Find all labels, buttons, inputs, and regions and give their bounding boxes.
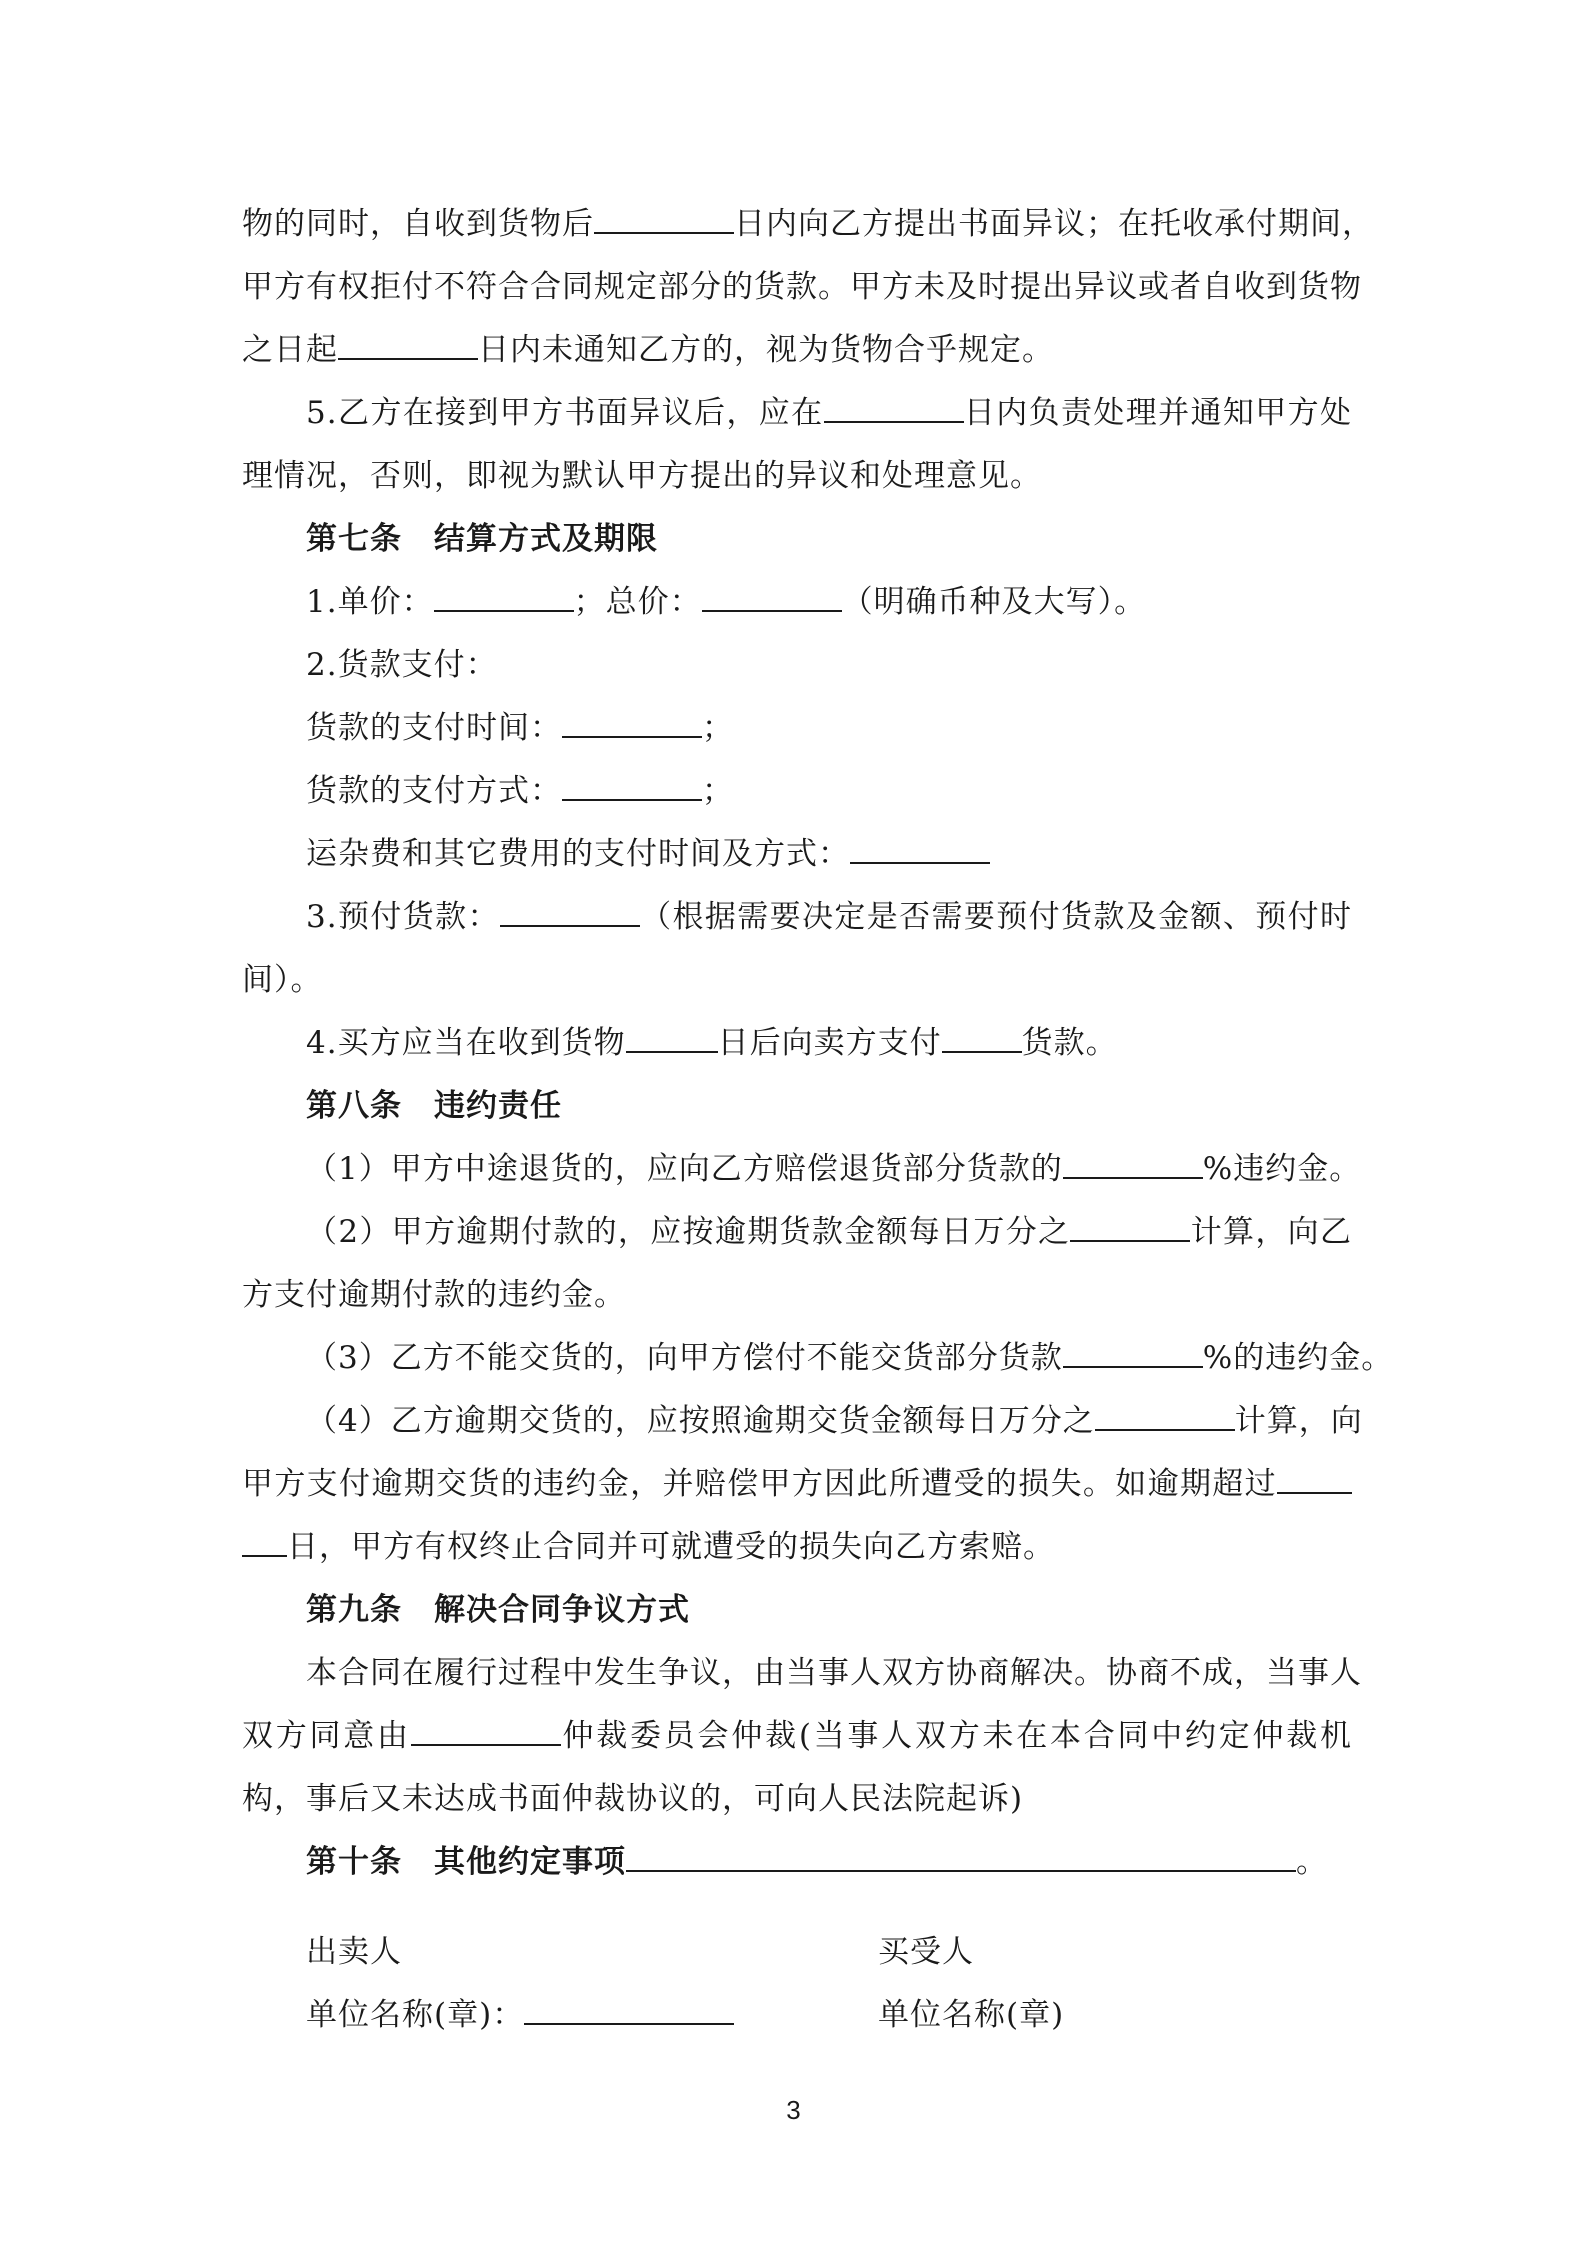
buyer-unit-label: 单位名称(章) xyxy=(878,1997,1065,2033)
paragraph-line: 3.预付货款： （根据需要决定是否需要预付货款及金额、预付时 xyxy=(306,899,1352,935)
blank-field xyxy=(626,1842,1296,1872)
blank-field xyxy=(500,897,640,927)
blank-field xyxy=(242,1527,287,1557)
blank-field xyxy=(338,330,478,360)
paragraph-line: 甲方支付逾期交货的违约金，并赔偿甲方因此所遭受的损失。如逾期超过 xyxy=(242,1464,1352,1504)
blank-field xyxy=(562,708,702,738)
blank-field xyxy=(411,1716,561,1746)
paragraph-line: 货款的支付方式： ； xyxy=(306,773,734,809)
section-heading-9: 第九条 解决合同争议方式 xyxy=(306,1592,690,1628)
blank-field xyxy=(1277,1464,1352,1494)
paragraph-line: 理情况，否则，即视为默认甲方提出的异议和处理意见。 xyxy=(242,458,1042,494)
blank-field xyxy=(1063,1338,1203,1368)
paragraph-line: 运杂费和其它费用的支付时间及方式： xyxy=(306,834,1352,874)
paragraph-line: 本合同在履行过程中发生争议，由当事人双方协商解决。协商不成，当事人 xyxy=(306,1655,1362,1691)
blank-field xyxy=(850,834,990,864)
paragraph-line: 之日起 日内未通知乙方的，视为货物合乎规定。 xyxy=(242,332,1054,368)
paragraph-line: 4.买方应当在收到货物 日后向卖方支付 货款。 xyxy=(306,1025,1118,1061)
buyer-label: 买受人 xyxy=(878,1934,974,1970)
section-heading-7: 第七条 结算方式及期限 xyxy=(306,521,658,557)
blank-field xyxy=(434,582,574,612)
seller-label: 出卖人 xyxy=(306,1934,402,1970)
paragraph-line: （4）乙方逾期交货的，应按照逾期交货金额每日万分之 计算，向 xyxy=(306,1403,1363,1439)
paragraph-line: 5.乙方在接到甲方书面异议后，应在 日内负责处理并通知甲方处 xyxy=(306,395,1352,431)
section-heading-8: 第八条 违约责任 xyxy=(306,1088,562,1124)
blank-field xyxy=(1070,1212,1190,1242)
paragraph-line: 甲方有权拒付不符合合同规定部分的货款。甲方未及时提出异议或者自收到货物 xyxy=(242,269,1362,305)
blank-field xyxy=(1095,1401,1235,1431)
paragraph-line: 货款的支付时间： ； xyxy=(306,710,734,746)
paragraph-line: 方支付逾期付款的违约金。 xyxy=(242,1277,626,1313)
paragraph-line: 构，事后又未达成书面仲裁协议的，可向人民法院起诉) xyxy=(242,1781,1024,1817)
blank-field xyxy=(626,1023,718,1053)
paragraph-line: 双方同意由 仲裁委员会仲裁(当事人双方未在本合同中约定仲裁机 xyxy=(242,1718,1353,1754)
paragraph-line: 1.单价： ；总价： （明确币种及大写）。 xyxy=(306,584,1147,620)
section-heading-10: 第十条 其他约定事项 xyxy=(306,1844,626,1880)
paragraph-line: （1）甲方中途退货的，应向乙方赔偿退货部分货款的 %违约金。 xyxy=(306,1151,1362,1187)
paragraph-line: 间）。 xyxy=(242,962,323,998)
page-number: 3 xyxy=(786,2095,801,2125)
paragraph-line: （3）乙方不能交货的，向甲方偿付不能交货部分货款 %的违约金。 xyxy=(306,1340,1394,1376)
blank-field xyxy=(702,582,842,612)
blank-field xyxy=(594,204,734,234)
blank-field xyxy=(562,771,702,801)
paragraph-line: 2.货款支付： xyxy=(306,647,498,683)
blank-field xyxy=(1063,1149,1203,1179)
blank-field xyxy=(524,1995,734,2025)
paragraph-line: 物的同时，自收到货物后 日内向乙方提出书面异议；在托收承付期间， xyxy=(242,206,1374,242)
paragraph-line: （2）甲方逾期付款的，应按逾期货款金额每日万分之 计算，向乙 xyxy=(306,1214,1352,1250)
seller-unit-line: 单位名称(章)： xyxy=(306,1995,734,2035)
blank-field xyxy=(942,1023,1022,1053)
paragraph-line: 第十条 其他约定事项 。 xyxy=(306,1844,1328,1880)
blank-field xyxy=(824,393,964,423)
paragraph-line: 日，甲方有权终止合同并可就遭受的损失向乙方索赔。 xyxy=(242,1527,1352,1567)
